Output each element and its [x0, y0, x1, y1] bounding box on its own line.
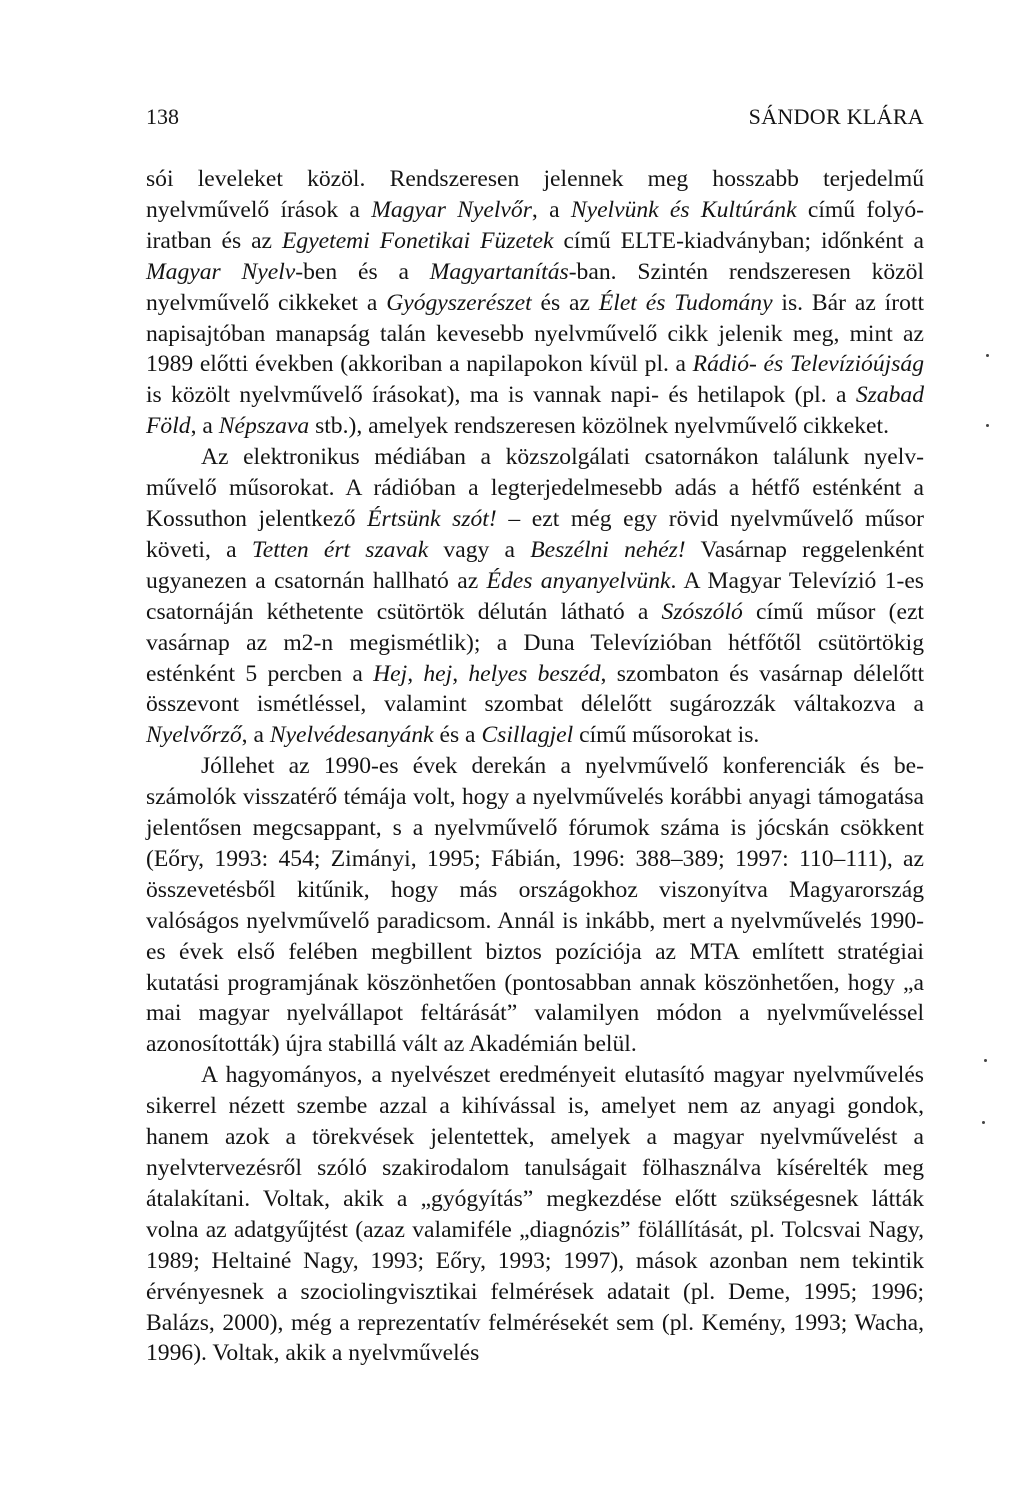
margin-speck — [986, 354, 989, 357]
paragraph-continued: sói leveleket közöl. Rendszeresen jelennek meg hosszabb terjedelmű nyelvművelő írások a Magyar Nyelvőr, a Nyelvünk és Kultúránk című folyóiratban és az Egyetemi Fonetikai Füzetek című ELTE-kiadványban; időnként a Magyar Nyelv-ben és a Magyartanítás-ban. Szintén rendszeresen közöl nyelvművelő cikkeket a Gyógyszerészet és az Élet és Tudomány is. Bár az írott napisajtóban manapság talán kevesebb nyelvművelő cikk jelenik meg, mint az 1989 előtti években (akkoriban a napilapokon kívül pl. a Rádió- és Televízióújság is közölt nyelvművelő írásokat), ma is vannak napi- és hetilapok (pl. a Szabad Föld, a Népszava stb.), amelyek rendszeresen közölnek nyelvművelő cikkeket. — [146, 166, 925, 440]
page-number: 138 — [146, 104, 179, 129]
running-head — [146, 100, 924, 134]
journal-title: Élet és Tudomány — [598, 289, 773, 316]
journal-title: Rádió- és Televízióújság — [692, 351, 924, 378]
program-title: Nyelvőrző — [146, 722, 242, 749]
paragraph-tradition: A hagyományos, a nyelvészet eredményeit elutasító magyar nyelvművelés sikerrel nézett szembe azzal a kihívással is, amelyet nem az anyagi gondok, hanem azok a törekvések jelentettek, amelyek a magyar nyelvművelést a nyelvtervezésről szóló szakirodalom tanulságait fölhasználva kísérelték meg átalakítani. Voltak, akik a „gyógyítás” megkezdése előtt szükségesnek látták volna az adatgyűjtést (azaz valamiféle „diagnózis” fölállítását, pl. Tolcsvai Nagy, 1989; Heltainé Nagy, 1993; Eőry, 1993; 1997), mások azonban nem tekintik érvényesnek a szociolingvisztikai felmérések adatait (pl. Deme, 1995; 1996; Balázs, 2000), még a reprezentatív felmérésekét sem (pl. Kemény, 1993; Wacha, 1996). Voltak, akik a nyelvművelés — [146, 1062, 924, 1367]
newspaper-title: Népszava — [218, 413, 310, 440]
paragraph-media: Az elektronikus médiában a közszolgálati csatornákon találunk nyelvművelő műsorokat. A rádióban a legterjedelmesebb adás a hétfő esténként a Kossuthon jelentkező Értsünk szót! – ezt még egy rövid nyelvművelő műsor követi, a Tetten ért szavak vagy a Beszélni nehéz! Vasárnap reggelenként ugyanezen a csatornán hallható az Édes anyanyelvünk. A Magyar Televízió 1-es csatornáján kéthetente csütörtök délután látható a Szószóló című műsor (ezt vasárnap az m2-n megismétlik); a Duna Televízióban hétfőtől csütörtökig esténként 5 percben a Hej, hej, helyes beszéd, szombaton és vasárnap délelőtt összevont ismétléssel, valamint szombat délelőtt sugározzák váltakozva a Nyelvőrző, a Nyelvédesanyánk és a Csillagjel című műsorokat is. — [146, 444, 925, 749]
program-title: Hej, hej, helyes beszéd — [373, 660, 601, 687]
journal-title: Magyar Nyelvőr — [371, 196, 532, 223]
margin-speck — [986, 424, 989, 427]
running-head-author: SÁNDOR KLÁRA — [748, 104, 924, 129]
paragraph-funding: Jóllehet az 1990-es évek derekán a nyelvművelő konferenciák és beszámolók visszatérő témája volt, hogy a nyelvművelés korábbi anyagi támogatása jelentősen megcsappant, s a nyelvművelő fórumok száma is jócskán csökkent (Eőry, 1993: 454; Zimányi, 1995; Fábián, 1996: 388–389; 1997: 110–111), az összevetésből kitűnik, hogy más országokhoz viszonyítva Magyarország valóságos nyelvművelő paradicsom. Annál is inkább, mert a nyelvművelés 1990-es évek első felében megbillent biztos pozíciója az MTA említett stratégiai kutatási programjának köszönhetően (pontosabban annak köszönhetően, hogy „a mai magyar nyelvállapot feltárását” valamilyen módon a nyelvműveléssel azonosították) újra stabillá vált az Akadémián belül. — [146, 753, 924, 1058]
body-text — [146, 164, 924, 1369]
journal-title: Magyar Nyelv — [146, 258, 296, 285]
program-title: Szószóló — [661, 598, 743, 625]
newspaper-title: Szabad Föld — [146, 382, 924, 440]
journal-title: Nyelvünk és Kultúránk — [570, 196, 797, 223]
journal-title: Gyógyszerészet — [386, 289, 532, 316]
journal-title: Magyartanítás — [429, 258, 569, 285]
journal-title: Egyetemi Fonetikai Füzetek — [282, 227, 554, 254]
program-title: Beszélni nehéz! — [530, 536, 686, 563]
margin-speck — [984, 1059, 987, 1062]
program-title: Tetten ért szavak — [251, 536, 429, 563]
program-title: Értsünk szót! — [367, 505, 497, 532]
program-title: Édes anyanyelvünk — [486, 567, 671, 594]
program-title: Nyelvédesanyánk — [269, 722, 434, 749]
margin-speck — [982, 1121, 985, 1124]
program-title: Csillagjel — [481, 722, 574, 749]
